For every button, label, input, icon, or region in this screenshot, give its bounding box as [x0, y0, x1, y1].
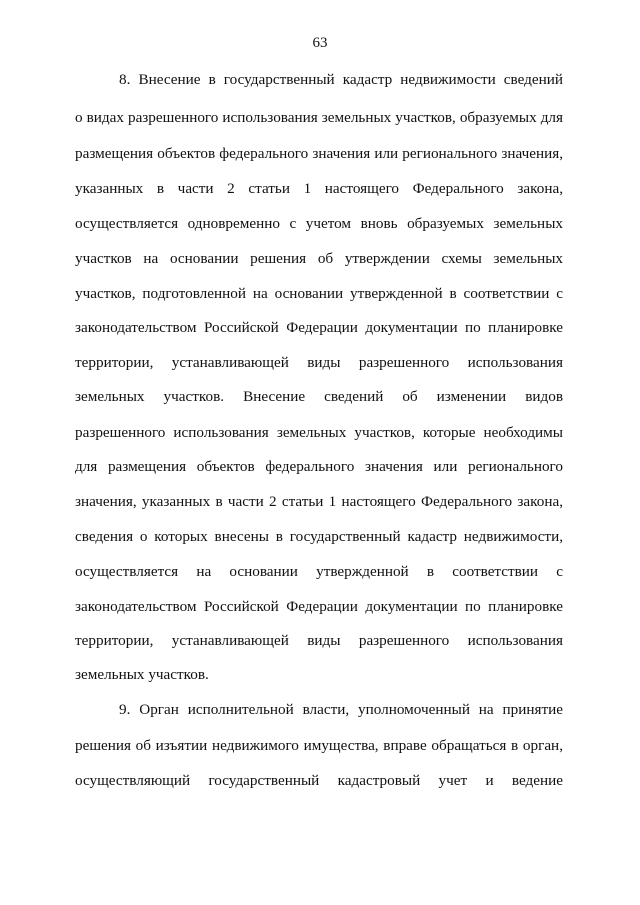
paragraph-8-line-6: участков на основании решения об утверждении схемы земельных — [75, 250, 563, 267]
paragraph-8-line-11: разрешенного использования земельных участков, которые необходимы — [75, 424, 563, 441]
paragraph-8-line-5: осуществляется одновременно с учетом вновь образуемых земельных — [75, 215, 563, 232]
paragraph-8-line-7: участков, подготовленной на основании утвержденной в соответствии с — [75, 285, 563, 302]
paragraph-8-line-18: земельных участков. — [75, 666, 209, 683]
paragraph-8-line-14: сведения о которых внесены в государственный кадастр недвижимости, — [75, 528, 563, 545]
paragraph-9-line-3: осуществляющий государственный кадастровый учет и ведение — [75, 772, 563, 789]
paragraph-8-line-16: законодательством Российской Федерации документации по планировке — [75, 598, 563, 615]
paragraph-8-line-4: указанных в части 2 статьи 1 настоящего Федерального закона, — [75, 180, 563, 197]
paragraph-8-line-1: 8. Внесение в государственный кадастр недвижимости сведений — [119, 71, 563, 88]
paragraph-8-line-8: законодательством Российской Федерации документации по планировке — [75, 319, 563, 336]
paragraph-8-line-13: значения, указанных в части 2 статьи 1 настоящего Федерального закона, — [75, 493, 563, 510]
page-number: 63 — [312, 35, 328, 51]
paragraph-8-line-2: о видах разрешенного использования земельных участков, образуемых для — [75, 109, 563, 126]
paragraph-8-line-10: земельных участков. Внесение сведений об изменении видов — [75, 388, 563, 405]
paragraph-9-line-1: 9. Орган исполнительной власти, уполномоченный на принятие — [119, 701, 563, 718]
paragraph-8-line-3: размещения объектов федерального значения или регионального значения, — [75, 145, 563, 162]
paragraph-8-line-17: территории, устанавливающей виды разрешенного использования — [75, 632, 563, 649]
paragraph-8-line-9: территории, устанавливающей виды разрешенного использования — [75, 354, 563, 371]
paragraph-8-line-12: для размещения объектов федерального значения или регионального — [75, 458, 563, 475]
paragraph-8-line-15: осуществляется на основании утвержденной в соответствии с — [75, 563, 563, 580]
paragraph-9-line-2: решения об изъятии недвижимого имущества, вправе обращаться в орган, — [75, 737, 563, 754]
